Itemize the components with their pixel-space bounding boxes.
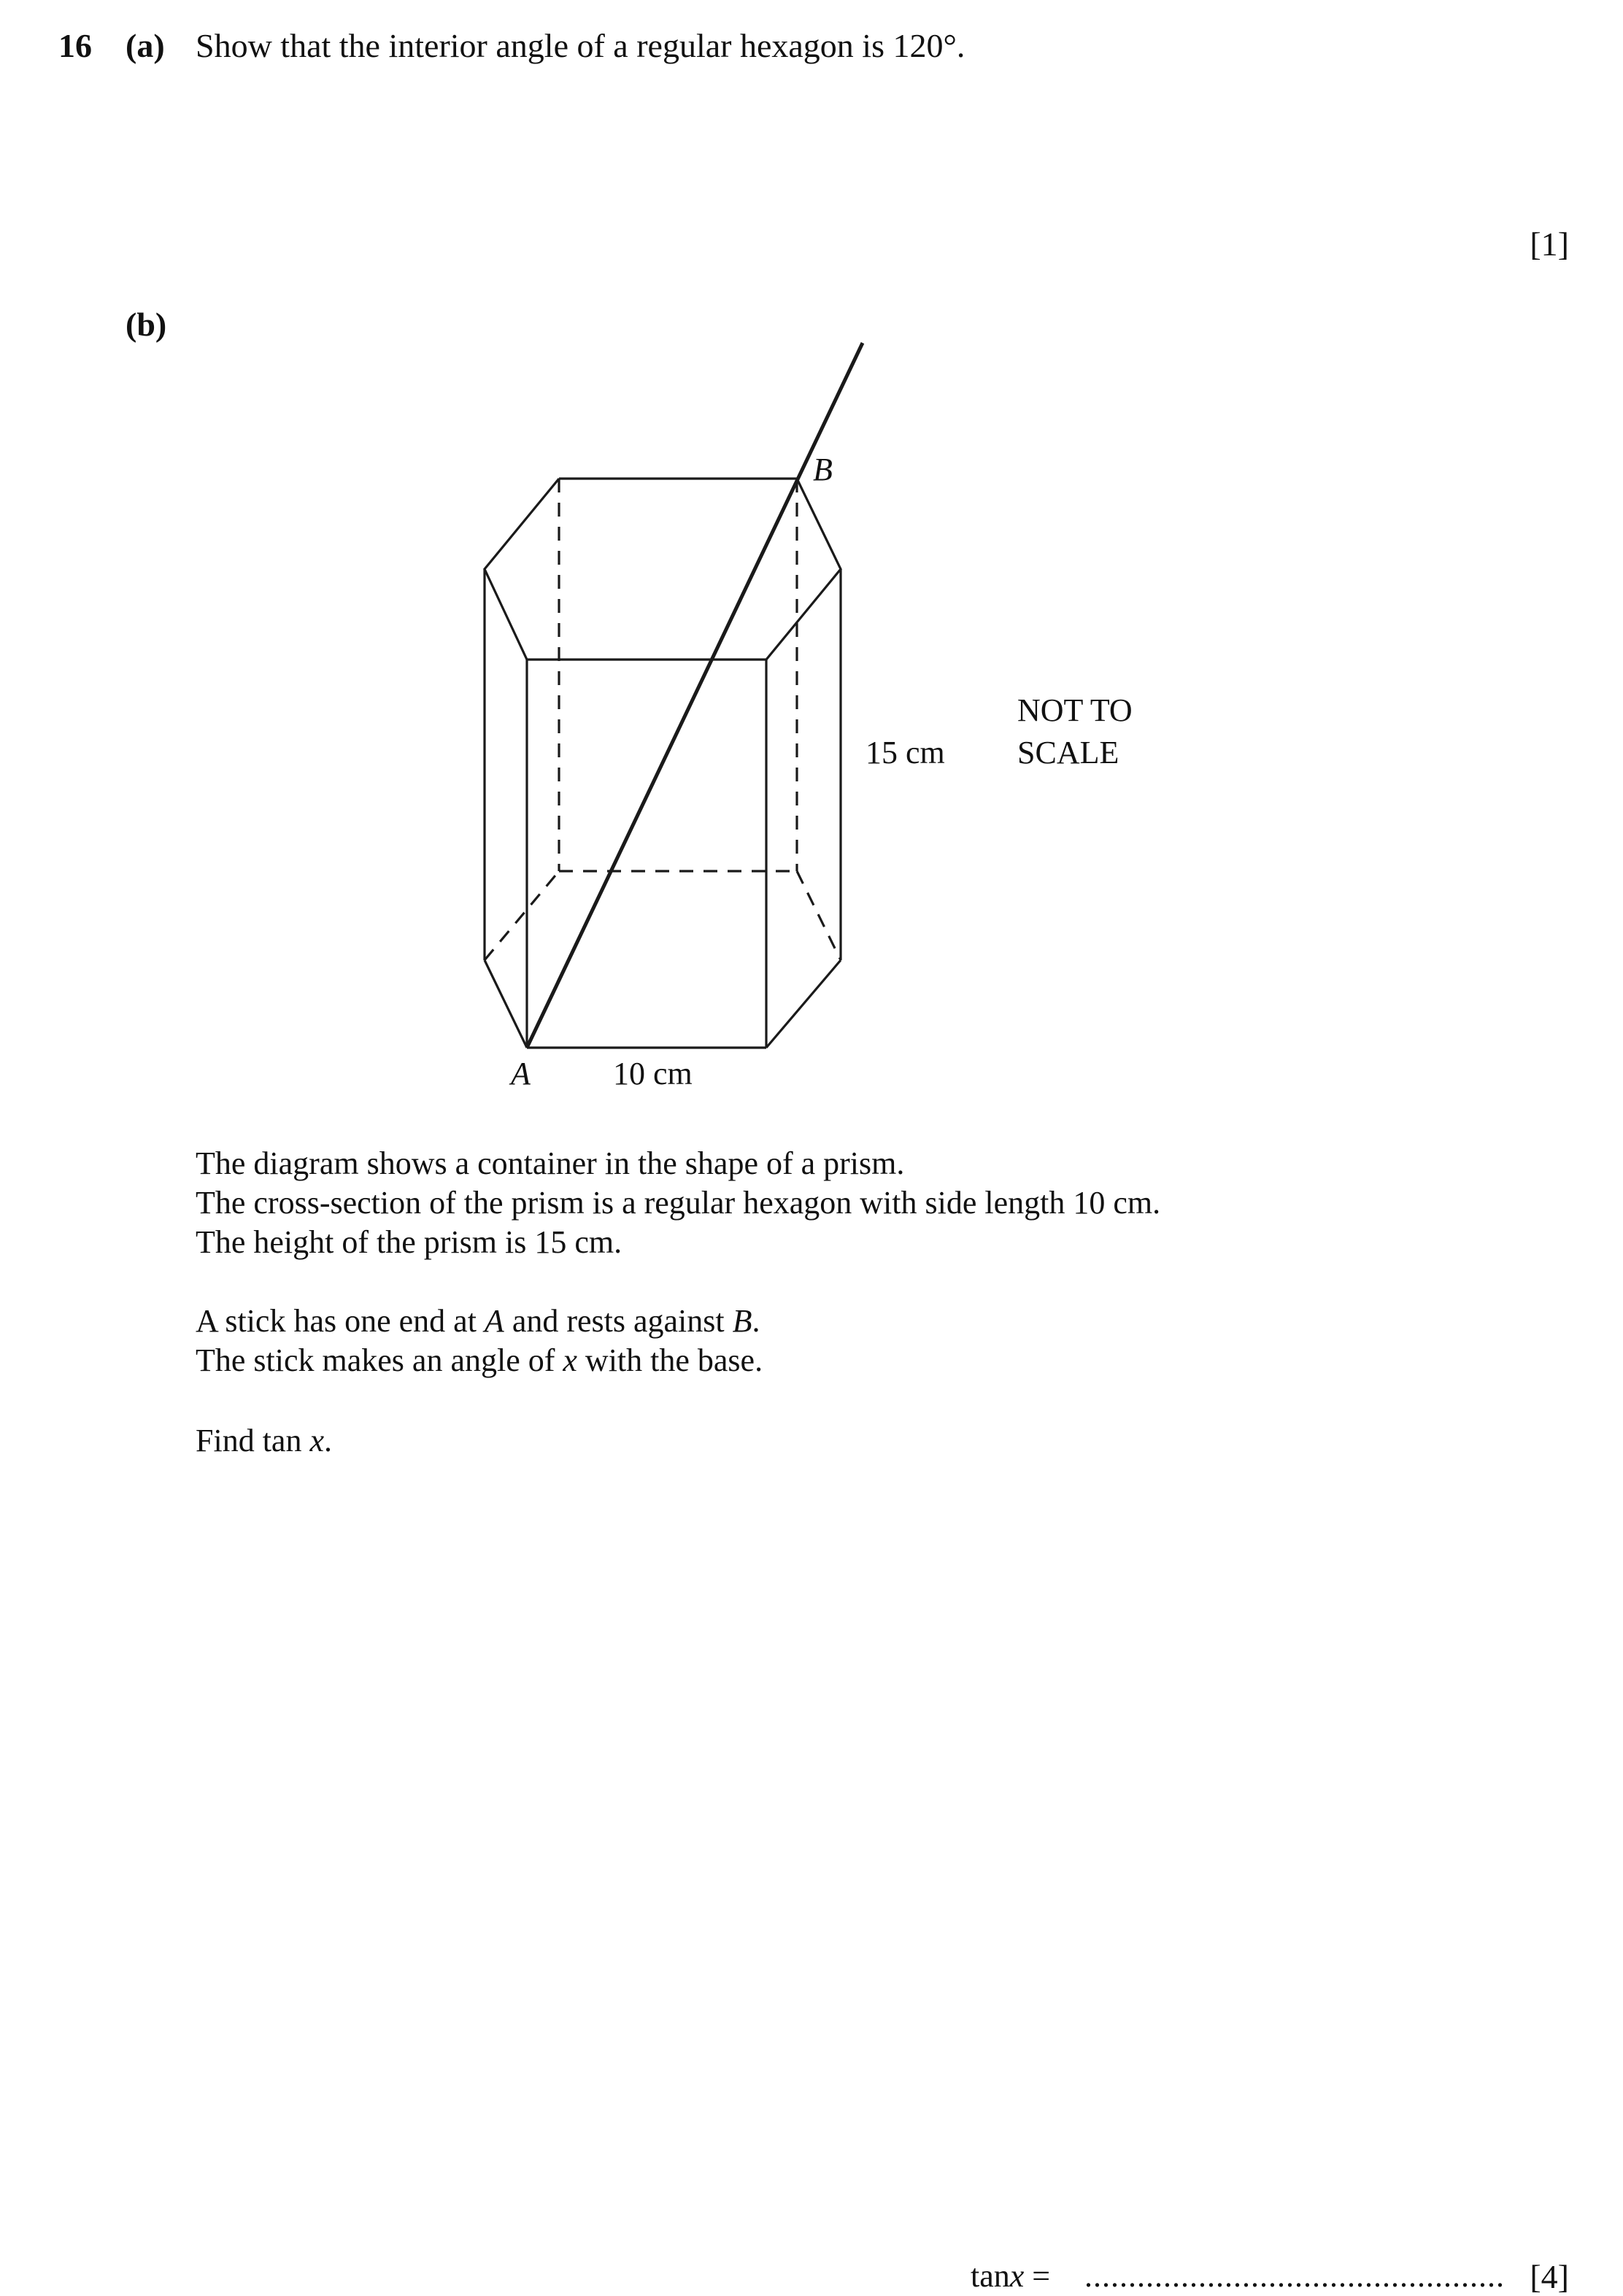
bottom-right-edge — [766, 960, 841, 1048]
part-a-question: Show that the interior angle of a regular hexagon is 120°. — [196, 27, 965, 64]
base-length-label: 10 cm — [613, 1056, 693, 1091]
description-line-1: The diagram shows a container in the shape of a prism. — [196, 1145, 905, 1181]
scale-note-line1: NOT TO — [1017, 692, 1133, 728]
point-b-label: B — [813, 452, 833, 487]
hidden-bottom-left — [485, 871, 559, 960]
instruction: Find tan x. — [196, 1423, 332, 1458]
stick-description — [196, 1302, 763, 1380]
answer-line[interactable]: ................................................ — [1084, 2258, 1505, 2294]
scale-note-line2: SCALE — [1017, 735, 1119, 770]
part-a-label: (a) — [126, 27, 165, 64]
description-line-2: The cross-section of the prism is a regular hexagon with side length 10 cm. — [196, 1185, 1161, 1221]
stick-line — [527, 343, 863, 1048]
answer-label: tanx = — [971, 2258, 1051, 2294]
stick-line-1: A stick has one end at A and rests against B. — [196, 1303, 760, 1339]
question-number: 16 — [58, 27, 92, 64]
prism-description — [196, 1144, 1160, 1262]
part-a-marks: [1] — [1530, 225, 1569, 263]
bottom-left-edge — [485, 960, 527, 1048]
height-label: 15 cm — [866, 735, 945, 770]
part-b-label: (b) — [126, 306, 167, 343]
part-b-marks: [4] — [1530, 2258, 1569, 2295]
hidden-bottom-right — [797, 871, 841, 960]
point-a-label: A — [511, 1056, 531, 1091]
hexagonal-prism-diagram — [0, 0, 1623, 1138]
description-line-3: The height of the prism is 15 cm. — [196, 1224, 622, 1260]
stick-line-2: The stick makes an angle of x with the base. — [196, 1342, 763, 1378]
top-hexagon — [485, 479, 841, 660]
